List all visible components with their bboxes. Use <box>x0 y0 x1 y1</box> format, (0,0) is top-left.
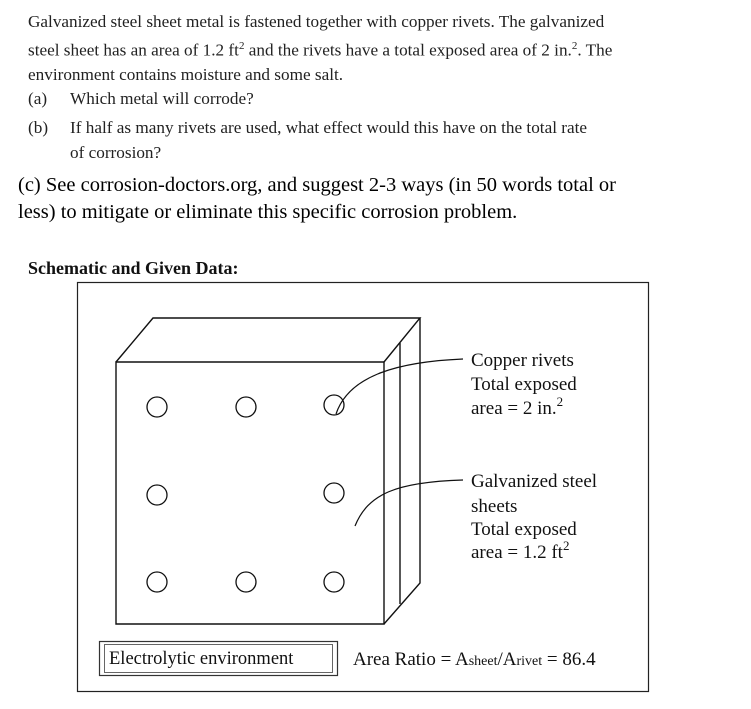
rivet-label-1: Copper rivets <box>471 350 574 371</box>
rivet <box>147 397 167 417</box>
part-b-text-2: of corrosion? <box>70 143 162 162</box>
part-a-text: Which metal will corrode? <box>70 89 254 108</box>
rivet <box>147 485 167 505</box>
part-b-label: (b) <box>28 118 49 137</box>
part-a-label: (a) <box>28 89 48 108</box>
sheet-leader-line <box>355 480 463 526</box>
sheet-label-4: area = 1.2 $ft^2$ <box>471 538 570 563</box>
steel-sheet-stack <box>116 318 420 624</box>
sheet-label-3: Total exposed <box>471 519 577 540</box>
rivet <box>324 395 344 415</box>
rivet <box>236 397 256 417</box>
top-face <box>116 318 420 362</box>
rivet <box>236 572 256 592</box>
schematic-heading: Schematic and Given Data: <box>28 258 239 278</box>
area-ratio: Area Ratio = Asheet/Arivet = 86.4 <box>353 649 596 670</box>
rivet-label-3: area = 2 in.$^2$ <box>471 394 564 419</box>
copper-rivets <box>147 395 344 592</box>
electrolyte-label: Electrolytic environment <box>109 649 294 669</box>
sheet-label-1: Galvanized steel <box>471 471 598 492</box>
rivet-label-2: Total exposed <box>471 374 577 395</box>
rivet <box>147 572 167 592</box>
intro-line-2: steel sheet has an area of 1.2 $ft^2$ and the rivets have a total exposed area of 2 in.$^2$. The <box>28 40 613 60</box>
rivet <box>324 483 344 503</box>
rivet <box>324 572 344 592</box>
intro-line-1: Galvanized steel sheet metal is fastened together with copper rivets. The galvanized <box>28 12 605 31</box>
part-c-line-1: (c) See corrosion-doctors.org, and suggest 2-3 ways (in 50 words total or <box>18 174 616 196</box>
sheet-label-2: sheets <box>471 496 518 517</box>
part-c-line-2: less) to mitigate or eliminate this specific corrosion problem. <box>18 201 518 223</box>
intro-line-3: environment contains moisture and some salt. <box>28 64 344 84</box>
part-b-text: If half as many rivets are used, what effect would this have on the total rate <box>70 118 588 137</box>
